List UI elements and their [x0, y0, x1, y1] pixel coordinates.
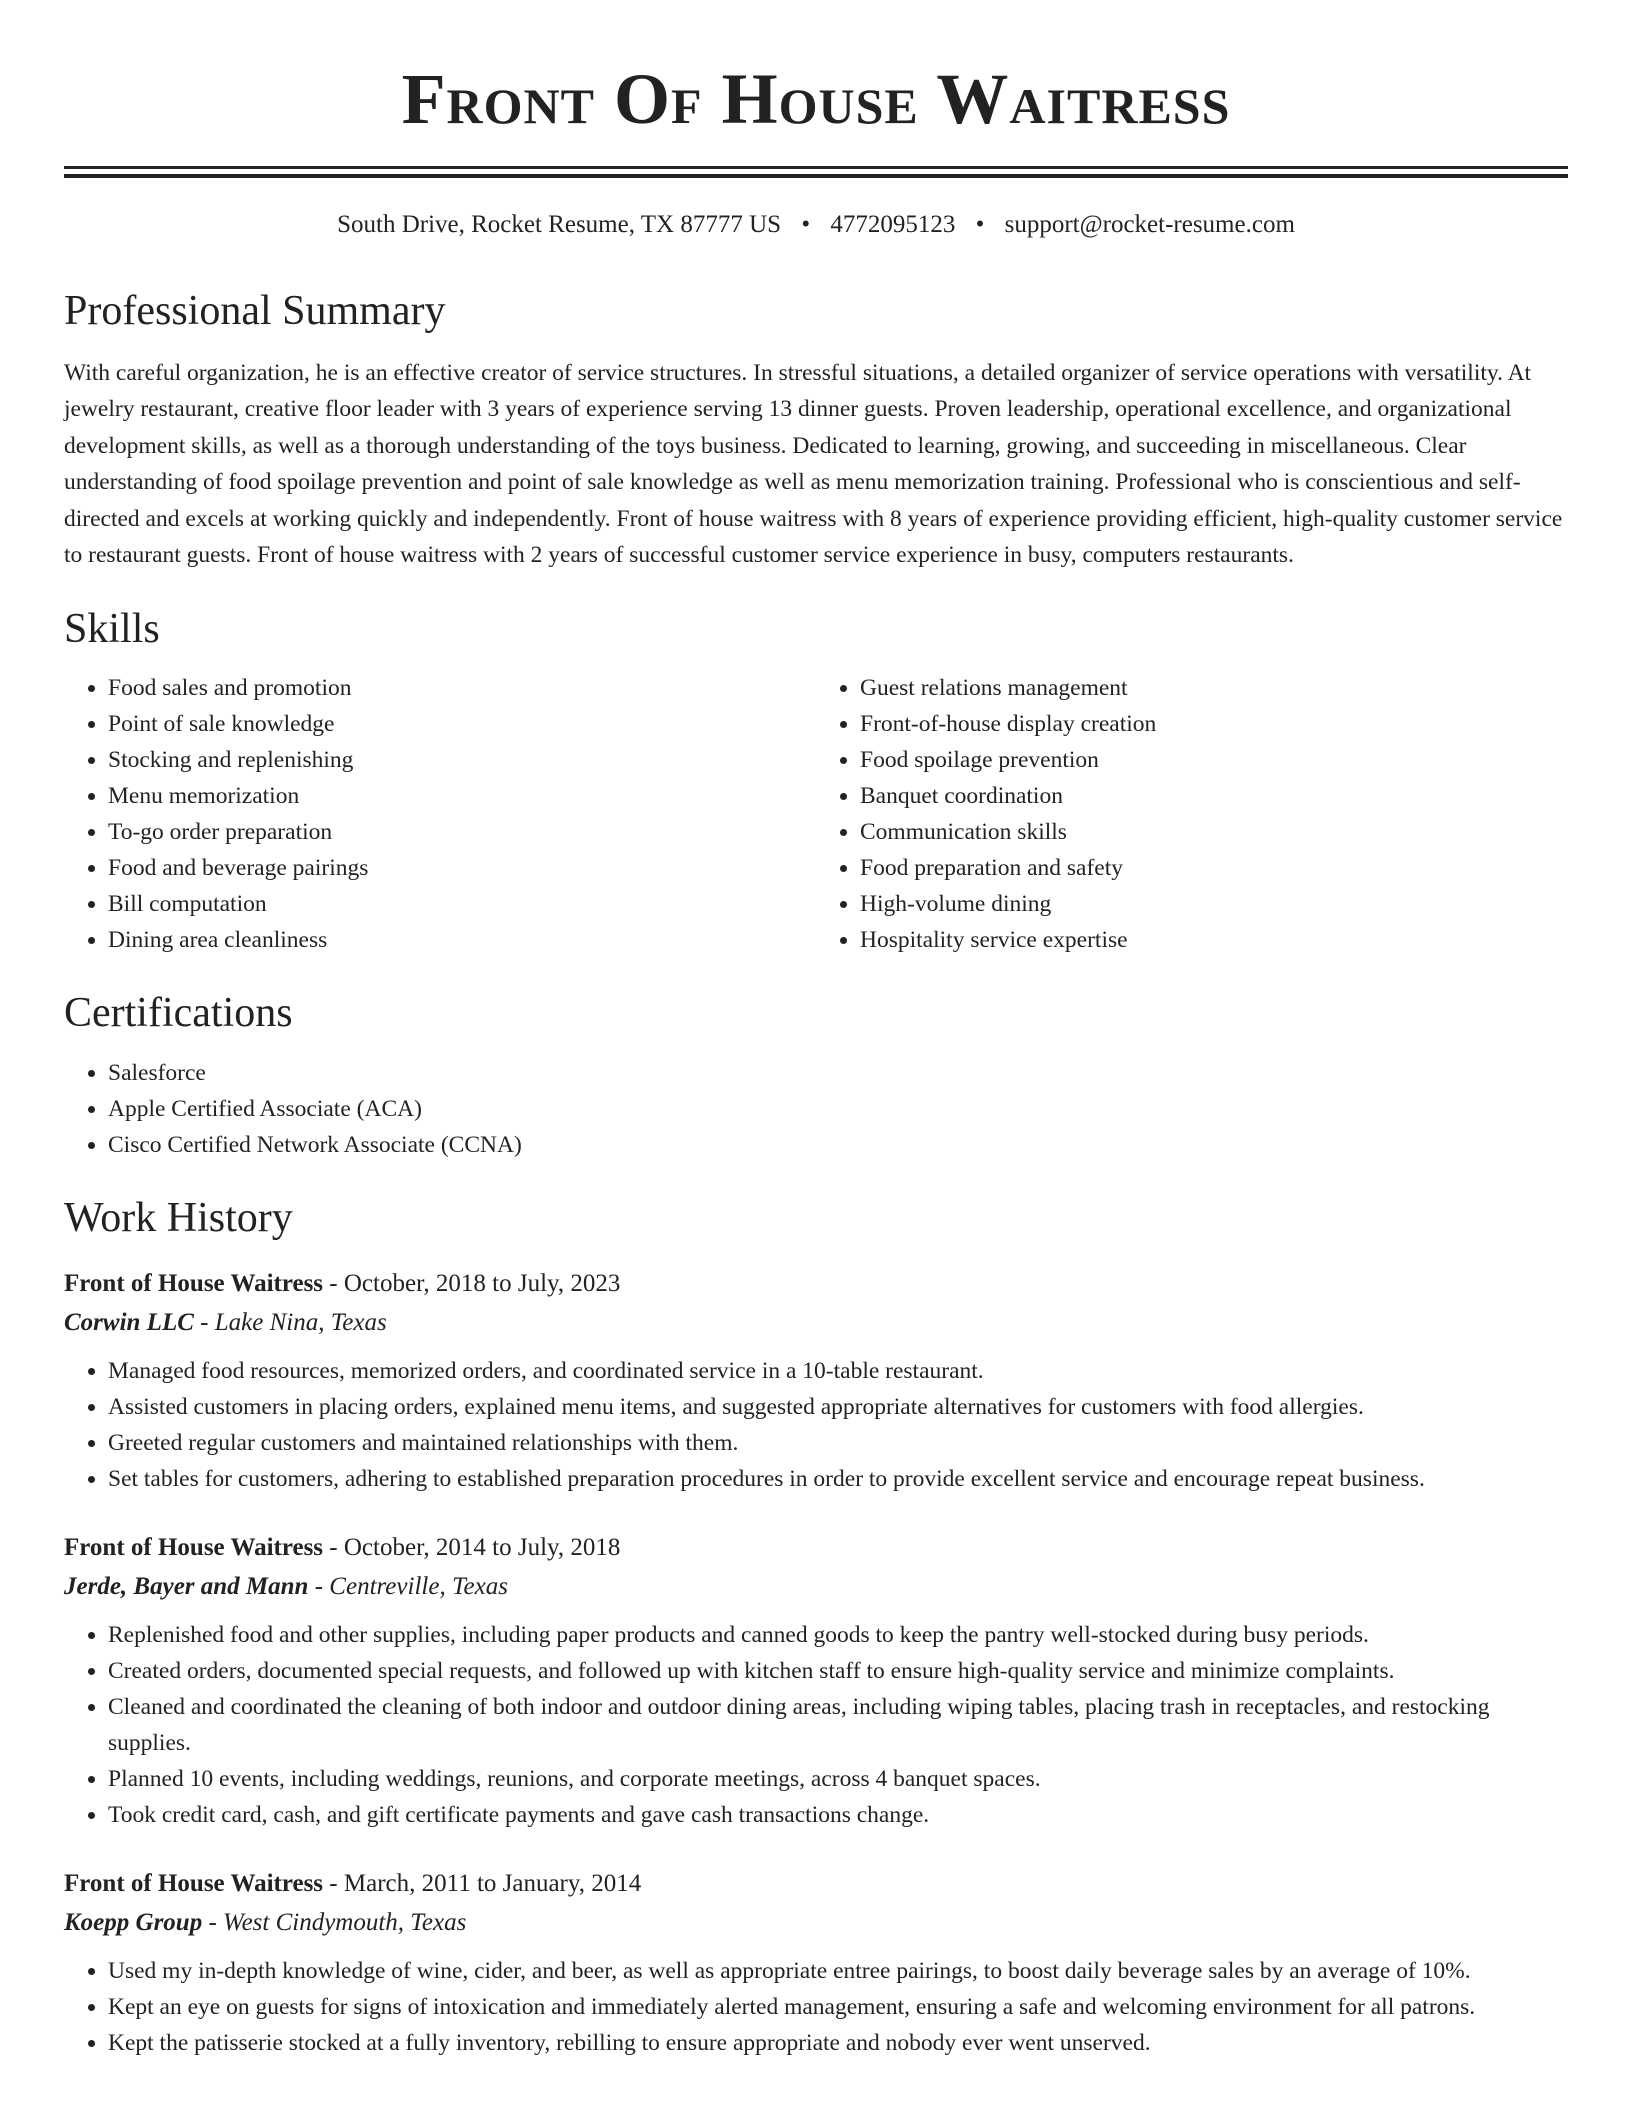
job-bullet: • Kept the patisserie stocked at a fully inventory, rebilling to ensure appropriate and nobody ever went unserved. — [108, 2025, 1568, 2061]
job-dates: - October, 2018 to July, 2023 — [323, 1269, 621, 1297]
skill-item: • Bill computation — [108, 886, 816, 922]
resume-name: Front Of House Waitress — [401, 59, 1231, 139]
skill-item: • Dining area cleanliness — [108, 922, 816, 958]
job-bullet: • Planned 10 events, including weddings, reunions, and corporate meetings, across 4 banquet spaces. — [108, 1761, 1568, 1797]
job-header — [64, 1865, 1568, 1903]
company-name: Corwin LLC — [64, 1308, 194, 1336]
work-history-heading: Work History — [64, 1194, 293, 1241]
job-header — [64, 1529, 1568, 1567]
job-bullets — [64, 1953, 1568, 2061]
job-entry — [64, 1865, 1568, 2061]
company-name: Koepp Group — [64, 1908, 203, 1936]
skill-item: • Food and beverage pairings — [108, 850, 816, 886]
skills-list-left — [64, 670, 816, 958]
skill-item: • Guest relations management — [860, 670, 1568, 706]
skill-item: • Front-of-house display creation — [860, 706, 1568, 742]
job-bullets — [64, 1617, 1568, 1833]
job-bullet: • Cleaned and coordinated the cleaning of both indoor and outdoor dining areas, including wiping tables, placing trash in receptacles, and restocking supplies. — [108, 1689, 1568, 1761]
certification-item: • Salesforce — [108, 1055, 1568, 1091]
summary-heading: Professional Summary — [64, 288, 446, 335]
skill-item: • Food sales and promotion — [108, 670, 816, 706]
skill-item: • Stocking and replenishing — [108, 742, 816, 778]
job-bullet: • Managed food resources, memorized orders, and coordinated service in a 10-table restaurant. — [108, 1353, 1568, 1389]
contact-email: support@rocket-resume.com — [1004, 211, 1295, 239]
certifications-list — [64, 1055, 1568, 1163]
skill-item: • Food preparation and safety — [860, 850, 1568, 886]
job-bullets — [64, 1353, 1568, 1497]
job-bullet: • Replenished food and other supplies, including paper products and canned goods to keep the pantry well-stocked during busy periods. — [108, 1617, 1568, 1653]
contact-line — [64, 210, 1568, 240]
certifications-heading: Certifications — [64, 990, 293, 1037]
company-name: Jerde, Bayer and Mann — [64, 1572, 309, 1600]
job-title: Front of House Waitress — [64, 1869, 324, 1897]
contact-address: South Drive, Rocket Resume, TX 87777 US — [337, 211, 782, 239]
company-location: - West Cindymouth, Texas — [202, 1908, 467, 1936]
work-history-section — [64, 1193, 1568, 2061]
skill-item: • To-go order preparation — [108, 814, 816, 850]
contact-separator: • — [801, 211, 811, 239]
contact-phone: 4772095123 — [830, 211, 956, 239]
job-bullet: • Greeted regular customers and maintained relationships with them. — [108, 1425, 1568, 1461]
skills-section — [64, 604, 1568, 958]
job-header — [64, 1265, 1568, 1303]
skills-heading: Skills — [64, 605, 160, 652]
certification-item: • Cisco Certified Network Associate (CCNA) — [108, 1127, 1568, 1163]
job-entry — [64, 1265, 1568, 1497]
skill-item: • Hospitality service expertise — [860, 922, 1568, 958]
certification-item: • Apple Certified Associate (ACA) — [108, 1091, 1568, 1127]
job-bullet: • Kept an eye on guests for signs of intoxication and immediately alerted management, ensuring a safe and welcoming environment for all patrons. — [108, 1989, 1568, 2025]
company-location: - Lake Nina, Texas — [193, 1308, 387, 1336]
header-divider-bottom — [64, 174, 1568, 178]
certifications-section — [64, 988, 1568, 1162]
summary-section — [64, 286, 1568, 573]
skills-columns — [64, 670, 1568, 958]
job-title: Front of House Waitress — [64, 1533, 324, 1561]
job-company-line — [64, 1303, 1568, 1343]
job-bullet: • Created orders, documented special requests, and followed up with kitchen staff to ensure high-quality service and minimize complaints. — [108, 1653, 1568, 1689]
skill-item: • Banquet coordination — [860, 778, 1568, 814]
job-bullet: • Set tables for customers, adhering to established preparation procedures in order to provide excellent service and encourage repeat business. — [108, 1461, 1568, 1497]
company-location: - Centreville, Texas — [308, 1572, 508, 1600]
job-dates: - October, 2014 to July, 2018 — [323, 1533, 621, 1561]
job-bullet: • Used my in-depth knowledge of wine, cider, and beer, as well as appropriate entree pairings, to boost daily beverage sales by an average of 10%. — [108, 1953, 1568, 1989]
skills-list-right — [816, 670, 1568, 958]
skill-item: • Menu memorization — [108, 778, 816, 814]
job-entry — [64, 1529, 1568, 1833]
skill-item: • Communication skills — [860, 814, 1568, 850]
skill-item: • High-volume dining — [860, 886, 1568, 922]
skill-item: • Point of sale knowledge — [108, 706, 816, 742]
header-divider-top — [64, 166, 1568, 169]
job-company-line — [64, 1567, 1568, 1607]
skill-item: • Food spoilage prevention — [860, 742, 1568, 778]
summary-text: With careful organization, he is an effective creator of service structures. In stressful situations, a detailed organizer of service operations with versatility. At jewelry restaurant, creative floor leader with 3 years of experience serving 13 dinner guests. Proven leadership, operational excellence, and organizational development skills, as well as a thorough understanding of the toys business. Dedicated to learning, growing, and succeeding in miscellaneous. Clear understanding of food spoilage prevention and point of sale knowledge as well as menu memorization training. Professional who is conscientious and self-directed and excels at working quickly and independently. Front of house waitress with 8 years of experience providing efficient, high-quality customer service to restaurant guests. Front of house waitress with 2 years of successful customer service experience in busy, computers restaurants. — [64, 359, 1563, 569]
contact-separator: • — [975, 211, 985, 239]
job-bullet: • Took credit card, cash, and gift certificate payments and gave cash transactions change. — [108, 1797, 1568, 1833]
job-title: Front of House Waitress — [64, 1269, 324, 1297]
job-dates: - March, 2011 to January, 2014 — [323, 1869, 642, 1897]
job-bullet: • Assisted customers in placing orders, explained menu items, and suggested appropriate alternatives for customers with food allergies. — [108, 1389, 1568, 1425]
job-company-line — [64, 1903, 1568, 1943]
